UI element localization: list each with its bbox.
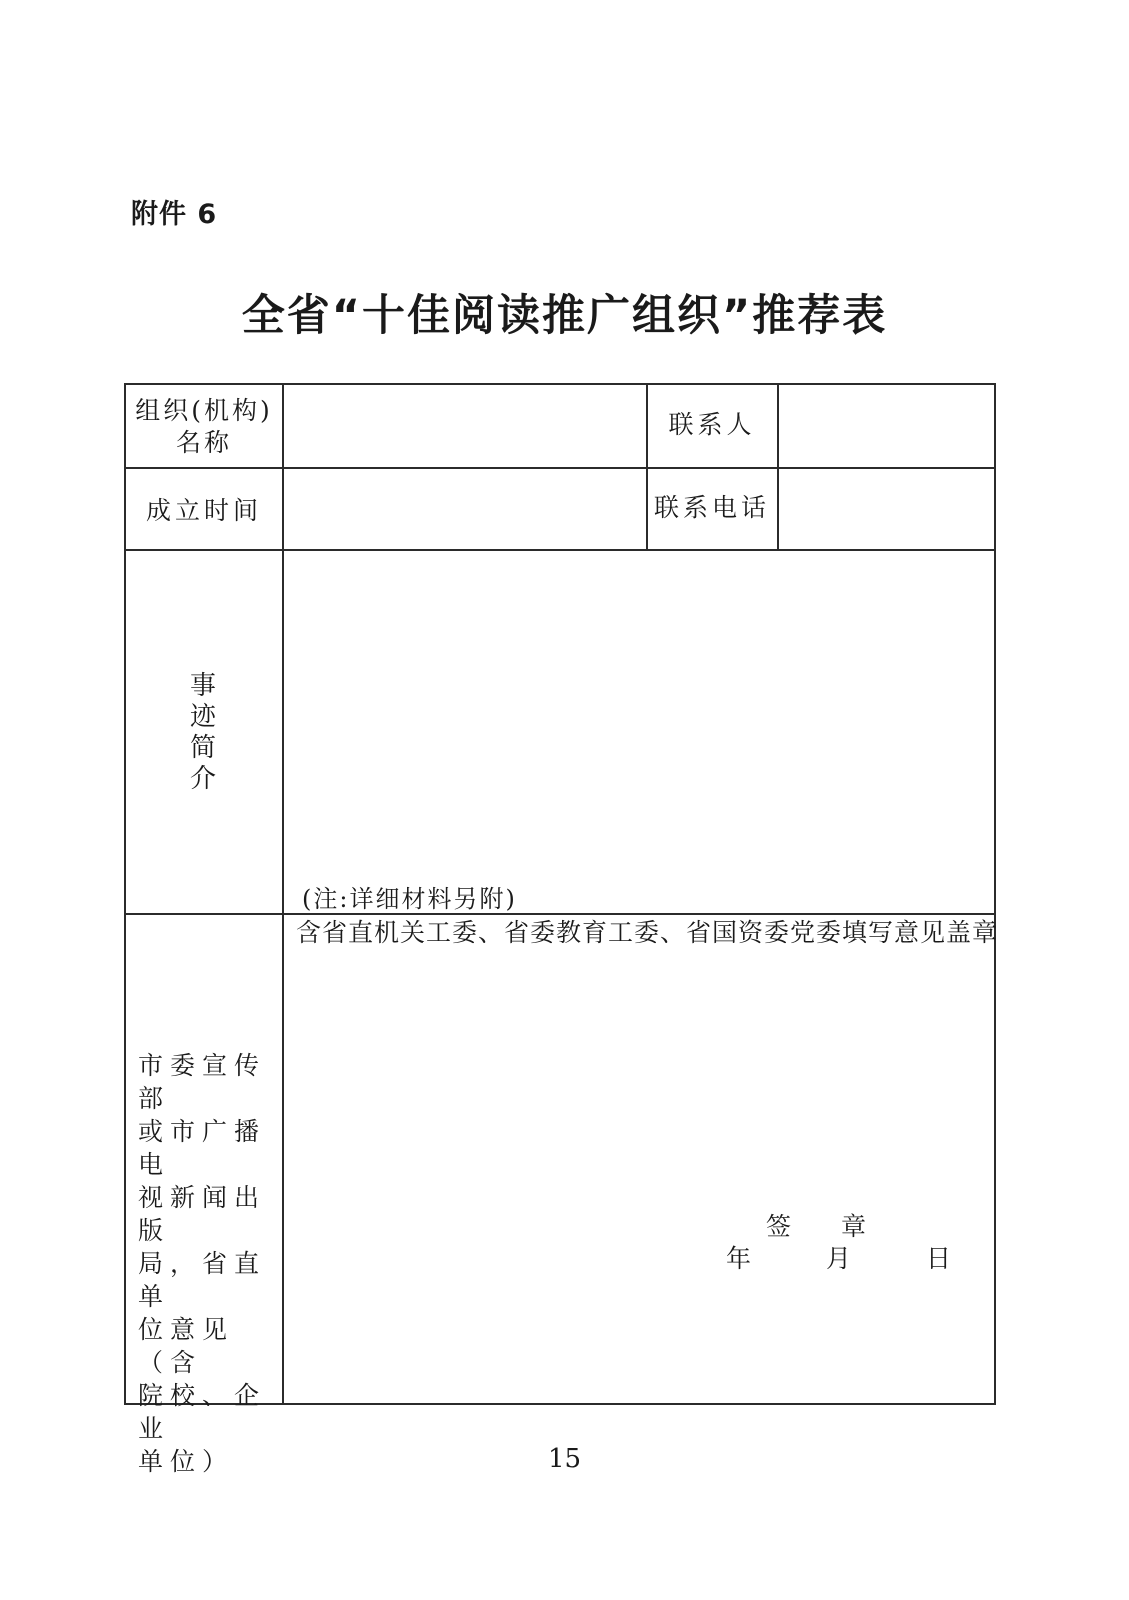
date-label: 年 月 日: [726, 1244, 952, 1273]
page-title: 全省“十佳阅读推广组织”推荐表: [241, 291, 888, 341]
founded-date-field[interactable]: [284, 469, 645, 549]
org-name-label: 组织(机构) 名称: [135, 396, 273, 457]
org-name-field[interactable]: [284, 385, 645, 466]
opinion-instruction: 含省直机关工委、省委教育工委、省国资委党委填写意见盖章: [296, 918, 999, 947]
phone-field[interactable]: [779, 469, 994, 549]
signature-seal-label: 签 章: [766, 1212, 867, 1241]
attachment-label: 附件 6: [131, 199, 218, 230]
opinion-label: 市委宣传部 或市广播电 视新闻出版 局，省直单 位意见（含 院校、企业 单位）: [138, 1051, 267, 1476]
deeds-note: (注:详细材料另附): [302, 885, 517, 913]
contact-label: 联系人: [668, 410, 756, 439]
phone-label: 联系电话: [653, 493, 770, 522]
deeds-summary-label: 事 迹 简 介: [189, 671, 216, 794]
opinion-field[interactable]: [284, 955, 994, 1215]
founded-date-label: 成立时间: [145, 496, 262, 525]
contact-field[interactable]: [779, 385, 994, 466]
page-number: 15: [547, 1444, 582, 1474]
deeds-summary-field[interactable]: [284, 551, 994, 871]
